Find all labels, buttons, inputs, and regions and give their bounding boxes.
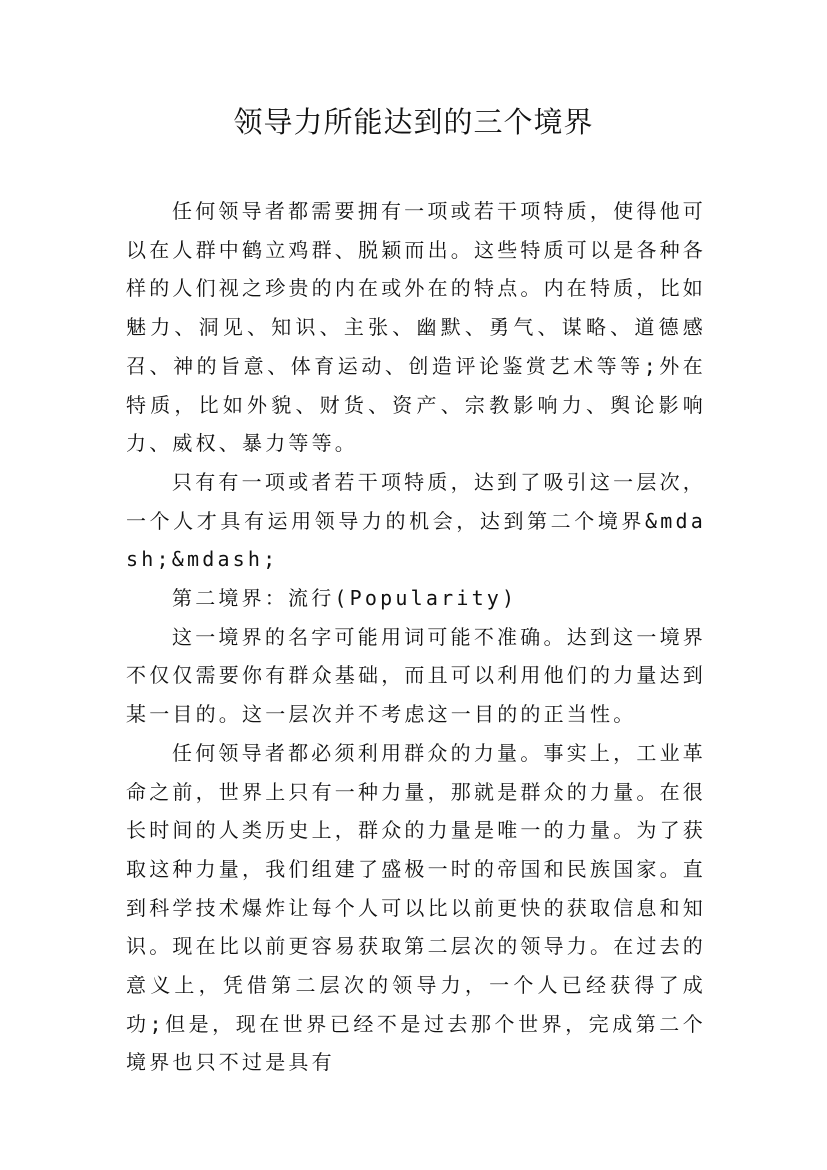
paragraph-power-of-masses: 任何领导者都必须利用群众的力量。事实上，工业革命之前，世界上只有一种力量，那就是群众的力量。在很长时间的人类历史上，群众的力量是唯一的力量。为了获取这种力量，我们组建了盛极一时的帝国和民族国家。直到科学技术爆炸让每个人可以比以前更快的获取信息和知识。现在比以前更容易获取第二层次的领导力。在过去的意义上，凭借第二层次的领导力，一个人已经获得了成功;但是，现在世界已经不是过去那个世界，完成第二个境界也只不过是具有 <box>126 740 706 1075</box>
document-title: 领导力所能达到的三个境界 <box>233 105 594 139</box>
paragraph-traits: 任何领导者都需要拥有一项或若干项特质，使得他可以在人群中鹤立鸡群、脱颖而出。这些特质可以是各种各样的人们视之珍贵的内在或外在的特点。内在特质，比如魅力、洞见、知识、主张、幽默、勇气、谋略、道德感召、神的旨意、体育运动、创造评论鉴赏艺术等等;外在特质，比如外貌、财货、资产、宗教影响力、舆论影响力、威权、暴力等等。 <box>126 199 706 456</box>
document-body <box>126 192 706 1082</box>
paragraph-second-realm-heading: 第二境界：流行(Popularity) <box>172 586 518 611</box>
paragraph-attraction: 只有有一项或者若干项特质，达到了吸引这一层次，一个人才具有运用领导力的机会，达到第二个境界&mdash;&mdash; <box>126 469 706 572</box>
paragraph-second-realm-intro: 这一境界的名字可能用词可能不准确。达到这一境界不仅仅需要你有群众基础，而且可以利用他们的力量达到某一目的。这一层次并不考虑这一目的的正当性。 <box>126 624 706 727</box>
